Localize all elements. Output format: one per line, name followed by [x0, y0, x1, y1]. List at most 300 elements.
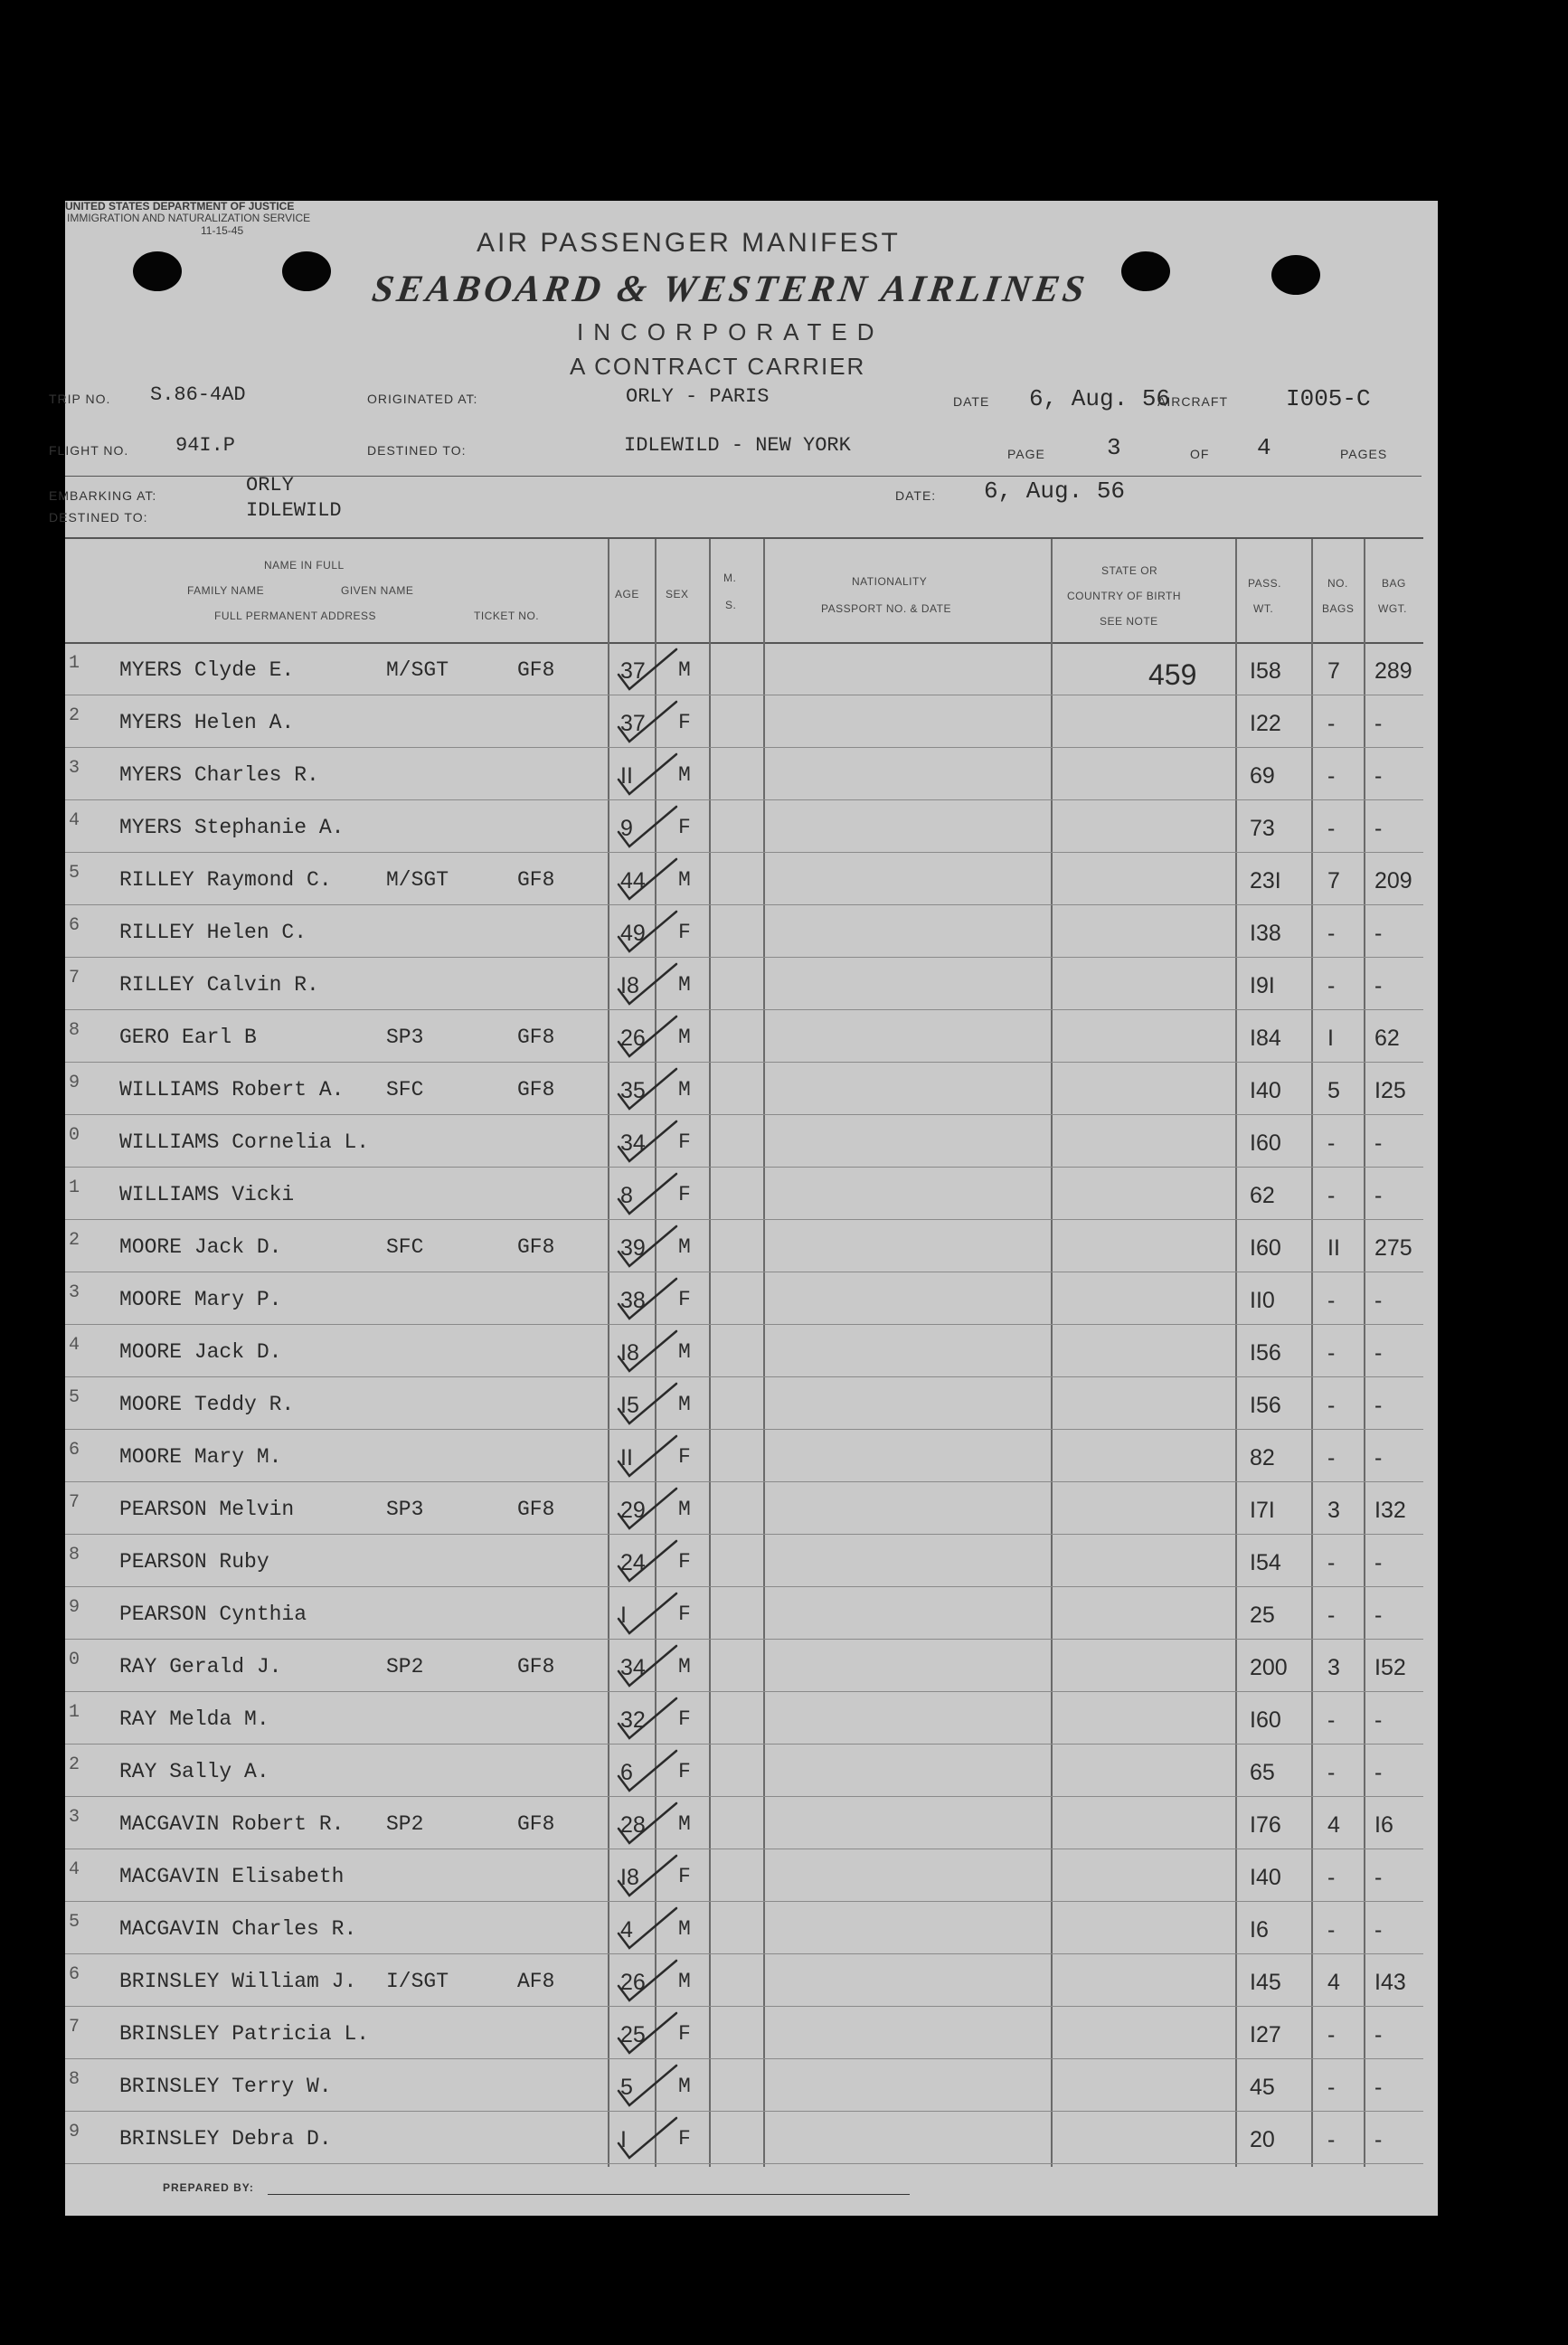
bag-count: 3: [1327, 1655, 1340, 1680]
row-rule: [65, 1953, 1423, 1954]
bag-weight: -: [1374, 1183, 1383, 1208]
bag-count: -: [1327, 2127, 1336, 2152]
agency-line-1: UNITED STATES DEPARTMENT OF JUSTICE: [65, 200, 295, 213]
row-number: 2: [69, 1230, 80, 1251]
bag-weight: -: [1374, 711, 1383, 736]
passenger-sex: F: [678, 1550, 691, 1574]
passenger-name: BRINSLEY William J.: [119, 1970, 357, 1993]
agency-line-2: IMMIGRATION AND NATURALIZATION SERVICE: [67, 212, 311, 224]
row-number: 4: [69, 1859, 80, 1880]
trip-no-value: S.86-4AD: [150, 383, 246, 406]
passenger-sex: M: [678, 1078, 691, 1102]
col-family-name: FAMILY NAME: [187, 584, 265, 597]
row-rule: [65, 2111, 1423, 2112]
passenger-age: 35: [620, 1078, 646, 1103]
passenger-age: I5: [620, 1393, 639, 1418]
row-rule: [65, 2058, 1423, 2059]
row-number: 8: [69, 1545, 80, 1565]
row-number: 3: [69, 758, 80, 779]
prepared-by-label: PREPARED BY:: [163, 2181, 254, 2194]
bag-count: -: [1327, 2075, 1336, 2100]
passenger-age: 5: [620, 2075, 633, 2100]
passenger-age: I: [620, 1603, 627, 1628]
table-row: [65, 801, 1438, 854]
table-row: [65, 1378, 1438, 1431]
bag-weight: -: [1374, 1445, 1383, 1470]
col-given-name: GIVEN NAME: [341, 584, 414, 597]
passenger-age: 34: [620, 1130, 646, 1156]
row-rule: [65, 747, 1423, 748]
table-row: [65, 1850, 1438, 1903]
row-rule: [65, 904, 1423, 905]
table-row: [65, 854, 1438, 906]
row-rule: [65, 1639, 1423, 1640]
table-row: [65, 1116, 1438, 1168]
passenger-name: GERO Earl B: [119, 1026, 257, 1049]
passenger-sex: M: [678, 868, 691, 892]
passenger-name: MYERS Helen A.: [119, 711, 295, 734]
passenger-age: 26: [620, 1026, 646, 1051]
passenger-name: PEARSON Melvin: [119, 1498, 295, 1521]
passenger-weight: I58: [1250, 658, 1281, 684]
row-rule: [65, 1062, 1423, 1063]
bag-weight: I52: [1374, 1655, 1406, 1680]
bag-weight: -: [1374, 1917, 1383, 1943]
bag-count: -: [1327, 973, 1336, 998]
row-number: 7: [69, 968, 80, 988]
passenger-weight: I76: [1250, 1812, 1281, 1838]
row-number: 2: [69, 1754, 80, 1775]
row-number: 9: [69, 1597, 80, 1618]
col-age: AGE: [615, 588, 639, 600]
passenger-sex: F: [678, 1865, 691, 1888]
passenger-name: MOORE Teddy R.: [119, 1393, 295, 1416]
trip-no-label: TRIP NO.: [49, 392, 111, 406]
bag-weight: -: [1374, 921, 1383, 946]
passenger-sex: F: [678, 711, 691, 734]
row-number: 6: [69, 1964, 80, 1985]
check-mark-icon: [613, 1588, 713, 1642]
bag-count: -: [1327, 1183, 1336, 1208]
row-rule: [65, 2163, 1423, 2164]
row-rule: [65, 2006, 1423, 2007]
bag-weight: 275: [1374, 1235, 1412, 1261]
bag-count: -: [1327, 1865, 1336, 1890]
passenger-age: II: [620, 763, 633, 789]
passenger-name: PEARSON Ruby: [119, 1550, 269, 1574]
passenger-age: 24: [620, 1550, 646, 1575]
passenger-weight: II0: [1250, 1288, 1275, 1313]
table-row: [65, 1064, 1438, 1116]
passenger-age: 29: [620, 1498, 646, 1523]
table-row: [65, 1221, 1438, 1273]
row-number: 1: [69, 1702, 80, 1723]
col-bag-wgt-1: BAG: [1382, 577, 1406, 590]
col-ticket: TICKET NO.: [474, 610, 540, 622]
col-birth-1: STATE OR: [1101, 564, 1158, 577]
row-number: 9: [69, 1073, 80, 1093]
bag-count: -: [1327, 1917, 1336, 1943]
passenger-age: 37: [620, 711, 646, 736]
col-bags-2: BAGS: [1322, 602, 1355, 615]
passenger-weight: I6: [1250, 1917, 1269, 1943]
airline-logo: SEABOARD & WESTERN AIRLINES: [369, 269, 1091, 310]
ticket-no: GF8: [517, 658, 555, 682]
bag-weight: -: [1374, 1760, 1383, 1785]
row-number: 5: [69, 863, 80, 884]
ticket-no: GF8: [517, 1498, 555, 1521]
flight-no-value: 94I.P: [175, 434, 236, 457]
passenger-age: II: [620, 1445, 633, 1470]
bag-weight: -: [1374, 2127, 1383, 2152]
bag-count: -: [1327, 1603, 1336, 1628]
row-number: 1: [69, 1177, 80, 1198]
passenger-weight: I22: [1250, 711, 1281, 736]
ticket-no: GF8: [517, 1812, 555, 1836]
of-label: OF: [1190, 447, 1210, 461]
passenger-rank: SFC: [386, 1235, 424, 1259]
bag-weight: I32: [1374, 1498, 1406, 1523]
bag-weight: I6: [1374, 1812, 1393, 1838]
passenger-age: 37: [620, 658, 646, 684]
passenger-name: RAY Sally A.: [119, 1760, 269, 1783]
row-rule: [65, 1586, 1423, 1587]
table-row: [65, 1903, 1438, 1955]
bag-count: -: [1327, 1760, 1336, 1785]
passenger-name: RAY Melda M.: [119, 1707, 269, 1731]
aircraft-label: AIRCRAFT: [1157, 394, 1228, 409]
row-number: 6: [69, 1440, 80, 1461]
bag-count: 4: [1327, 1970, 1340, 1995]
passenger-weight: I54: [1250, 1550, 1281, 1575]
passenger-name: MACGAVIN Elisabeth: [119, 1865, 345, 1888]
row-number: 4: [69, 1335, 80, 1356]
bag-count: 5: [1327, 1078, 1340, 1103]
passenger-weight: I40: [1250, 1865, 1281, 1890]
punch-hole-left-1: [133, 251, 182, 291]
passenger-name: RILLEY Calvin R.: [119, 973, 319, 997]
row-number: 5: [69, 1387, 80, 1408]
passenger-sex: F: [678, 1183, 691, 1206]
date2-label: DATE:: [895, 488, 937, 503]
passenger-sex: F: [678, 1445, 691, 1469]
bag-weight: -: [1374, 1865, 1383, 1890]
passenger-age: 28: [620, 1812, 646, 1838]
table-row: [65, 749, 1438, 801]
bag-weight: -: [1374, 1340, 1383, 1366]
row-number: 9: [69, 2122, 80, 2142]
passenger-table: [65, 644, 1438, 2172]
ticket-no: GF8: [517, 1078, 555, 1102]
row-rule: [65, 957, 1423, 958]
table-row: [65, 2008, 1438, 2060]
passenger-weight: I56: [1250, 1340, 1281, 1366]
row-rule: [65, 852, 1423, 853]
row-number: 0: [69, 1125, 80, 1146]
passenger-rank: SP2: [386, 1812, 424, 1836]
passenger-rank: I/SGT: [386, 1970, 449, 1993]
bag-weight: I43: [1374, 1970, 1406, 1995]
bag-weight: -: [1374, 816, 1383, 841]
passenger-sex: F: [678, 921, 691, 944]
row-rule: [65, 799, 1423, 800]
passenger-sex: F: [678, 1707, 691, 1731]
row-rule: [65, 1114, 1423, 1115]
passenger-weight: I45: [1250, 1970, 1281, 1995]
passenger-name: MOORE Jack D.: [119, 1340, 282, 1364]
passenger-weight: I9I: [1250, 973, 1275, 998]
passenger-rank: M/SGT: [386, 658, 449, 682]
page-label: PAGE: [1007, 447, 1045, 461]
table-row: [65, 1588, 1438, 1641]
destined-label: DESTINED TO:: [367, 443, 467, 458]
table-row: [65, 1693, 1438, 1745]
row-number: 7: [69, 2017, 80, 2038]
passenger-weight: I7I: [1250, 1498, 1275, 1523]
row-rule: [65, 1324, 1423, 1325]
passenger-weight: I60: [1250, 1130, 1281, 1156]
passenger-name: WILLIAMS Vicki: [119, 1183, 295, 1206]
passenger-weight: I84: [1250, 1026, 1281, 1051]
passenger-weight: I38: [1250, 921, 1281, 946]
row-rule: [65, 1219, 1423, 1220]
passenger-age: 25: [620, 2022, 646, 2047]
passenger-weight: I56: [1250, 1393, 1281, 1418]
passenger-sex: M: [678, 658, 691, 682]
table-top-rule: [65, 537, 1423, 539]
date2-value: 6, Aug. 56: [984, 478, 1126, 505]
passenger-age: 32: [620, 1707, 646, 1733]
col-bag-wgt-2: WGT.: [1378, 602, 1407, 615]
pages-label: PAGES: [1340, 447, 1388, 461]
col-pass-wt-1: PASS.: [1248, 577, 1281, 590]
passenger-age: 9: [620, 816, 633, 841]
passenger-age: 38: [620, 1288, 646, 1313]
bag-count: -: [1327, 1550, 1336, 1575]
row-number: 7: [69, 1492, 80, 1513]
passenger-weight: I60: [1250, 1707, 1281, 1733]
date-label: DATE: [953, 394, 990, 409]
passenger-age: 39: [620, 1235, 646, 1261]
bag-weight: -: [1374, 1288, 1383, 1313]
row-number: 4: [69, 810, 80, 831]
passenger-name: MOORE Mary P.: [119, 1288, 282, 1311]
table-row: [65, 1326, 1438, 1378]
destined2-value: IDLEWILD: [246, 499, 342, 522]
passenger-sex: M: [678, 1498, 691, 1521]
carrier-type: A CONTRACT CARRIER: [570, 353, 866, 380]
passenger-name: MYERS Clyde E.: [119, 658, 295, 682]
country-of-birth: 459: [1148, 658, 1197, 691]
manifest-title: AIR PASSENGER MANIFEST: [477, 228, 901, 258]
table-row: [65, 1745, 1438, 1798]
passenger-sex: F: [678, 2022, 691, 2046]
passenger-weight: 25: [1250, 1603, 1275, 1628]
bag-weight: -: [1374, 1130, 1383, 1156]
passenger-rank: SP3: [386, 1498, 424, 1521]
passenger-weight: 62: [1250, 1183, 1275, 1208]
ticket-no: AF8: [517, 1970, 555, 1993]
passenger-name: RILLEY Helen C.: [119, 921, 307, 944]
col-address: FULL PERMANENT ADDRESS: [214, 610, 377, 622]
bag-weight: -: [1374, 2022, 1383, 2047]
row-rule: [65, 1167, 1423, 1168]
passenger-name: MACGAVIN Robert R.: [119, 1812, 345, 1836]
passenger-sex: F: [678, 1130, 691, 1154]
passenger-rank: SP3: [386, 1026, 424, 1049]
passenger-name: MYERS Charles R.: [119, 763, 319, 787]
passenger-name: MACGAVIN Charles R.: [119, 1917, 357, 1941]
passenger-weight: 69: [1250, 763, 1275, 789]
passenger-weight: 73: [1250, 816, 1275, 841]
table-row: [65, 1483, 1438, 1536]
row-rule: [65, 1534, 1423, 1535]
form-date: 11-15-45: [201, 224, 244, 237]
table-row: [65, 1641, 1438, 1693]
bag-count: -: [1327, 1340, 1336, 1366]
passenger-weight: I40: [1250, 1078, 1281, 1103]
row-rule: [65, 1376, 1423, 1377]
passenger-age: 8: [620, 1183, 633, 1208]
table-row: [65, 2060, 1438, 2113]
row-number: 6: [69, 915, 80, 936]
passenger-weight: 200: [1250, 1655, 1288, 1680]
row-number: 3: [69, 1807, 80, 1828]
embarking-value: ORLY: [246, 474, 294, 496]
bag-weight: 289: [1374, 658, 1412, 684]
col-passport: PASSPORT NO. & DATE: [821, 602, 951, 615]
bag-count: I: [1327, 1026, 1334, 1051]
row-rule: [65, 1429, 1423, 1430]
bag-count: 3: [1327, 1498, 1340, 1523]
table-row: [65, 1955, 1438, 2008]
bag-count: -: [1327, 763, 1336, 789]
passenger-sex: M: [678, 1655, 691, 1678]
passenger-name: RAY Gerald J.: [119, 1655, 282, 1678]
originated-value: ORLY - PARIS: [626, 385, 770, 408]
passenger-name: MOORE Jack D.: [119, 1235, 282, 1259]
row-rule: [65, 1901, 1423, 1902]
bag-weight: -: [1374, 763, 1383, 789]
passenger-sex: M: [678, 1026, 691, 1049]
passenger-sex: M: [678, 1340, 691, 1364]
bag-weight: I25: [1374, 1078, 1406, 1103]
passenger-weight: 23I: [1250, 868, 1281, 894]
passenger-weight: 20: [1250, 2127, 1275, 2152]
of-value: 4: [1257, 434, 1271, 461]
row-rule: [65, 1481, 1423, 1482]
bag-weight: -: [1374, 1707, 1383, 1733]
col-sex: SEX: [666, 588, 689, 600]
col-nationality: NATIONALITY: [852, 575, 928, 588]
col-marital-2: S.: [725, 599, 737, 611]
passenger-name: MOORE Mary M.: [119, 1445, 282, 1469]
originated-label: ORIGINATED AT:: [367, 392, 478, 406]
bag-weight: -: [1374, 1550, 1383, 1575]
row-number: 3: [69, 1282, 80, 1303]
table-row: [65, 2113, 1438, 2165]
bag-weight: -: [1374, 2075, 1383, 2100]
page-value: 3: [1107, 434, 1121, 461]
passenger-sex: F: [678, 1603, 691, 1626]
passenger-sex: M: [678, 973, 691, 997]
passenger-sex: M: [678, 1970, 691, 1993]
row-number: 8: [69, 2069, 80, 2090]
passenger-rank: SP2: [386, 1655, 424, 1678]
row-number: 8: [69, 1020, 80, 1041]
table-row: [65, 696, 1438, 749]
row-number: 2: [69, 705, 80, 726]
bag-count: -: [1327, 1288, 1336, 1313]
passenger-sex: M: [678, 1812, 691, 1836]
passenger-age: 49: [620, 921, 646, 946]
passenger-age: I8: [620, 1865, 639, 1890]
bag-count: -: [1327, 711, 1336, 736]
passenger-sex: M: [678, 1235, 691, 1259]
passenger-weight: I27: [1250, 2022, 1281, 2047]
row-rule: [65, 1009, 1423, 1010]
table-row: [65, 1798, 1438, 1850]
passenger-age: 26: [620, 1970, 646, 1995]
col-marital-1: M.: [723, 572, 737, 584]
passenger-rank: M/SGT: [386, 868, 449, 892]
passenger-sex: M: [678, 2075, 691, 2098]
aircraft-value: I005-C: [1286, 385, 1371, 412]
passenger-weight: 45: [1250, 2075, 1275, 2100]
punch-hole-right-2: [1271, 255, 1320, 295]
bag-count: -: [1327, 1393, 1336, 1418]
ticket-no: GF8: [517, 1655, 555, 1678]
date-value: 6, Aug. 56: [1029, 385, 1171, 412]
passenger-weight: 82: [1250, 1445, 1275, 1470]
bag-count: -: [1327, 816, 1336, 841]
col-bags-1: NO.: [1327, 577, 1348, 590]
passenger-sex: F: [678, 816, 691, 839]
passenger-age: 44: [620, 868, 646, 894]
punch-hole-left-2: [282, 251, 331, 291]
ticket-no: GF8: [517, 1235, 555, 1259]
bag-weight: -: [1374, 1603, 1383, 1628]
bag-count: -: [1327, 921, 1336, 946]
passenger-sex: M: [678, 763, 691, 787]
destined-value: IDLEWILD - NEW YORK: [624, 434, 851, 457]
passenger-name: BRINSLEY Terry W.: [119, 2075, 332, 2098]
passenger-sex: M: [678, 1917, 691, 1941]
check-mark-icon: [613, 2113, 713, 2167]
col-birth-3: SEE NOTE: [1100, 615, 1158, 628]
row-number: 0: [69, 1650, 80, 1670]
passenger-age: I: [620, 2127, 627, 2152]
bag-weight: 209: [1374, 868, 1412, 894]
passenger-sex: F: [678, 1288, 691, 1311]
table-row: [65, 1273, 1438, 1326]
incorporated-label: INCORPORATED: [577, 318, 884, 345]
row-number: 1: [69, 653, 80, 674]
passenger-age: 34: [620, 1655, 646, 1680]
ticket-no: GF8: [517, 1026, 555, 1049]
passenger-sex: M: [678, 1393, 691, 1416]
destined2-label: DESTINED TO:: [49, 510, 148, 525]
bag-count: II: [1327, 1235, 1340, 1261]
bag-count: -: [1327, 1130, 1336, 1156]
bag-count: 7: [1327, 868, 1340, 894]
punch-hole-right-1: [1121, 251, 1170, 291]
passenger-name: PEARSON Cynthia: [119, 1603, 307, 1626]
bag-weight: 62: [1374, 1026, 1400, 1051]
row-rule: [65, 1744, 1423, 1745]
bag-count: -: [1327, 1707, 1336, 1733]
table-row: [65, 906, 1438, 959]
